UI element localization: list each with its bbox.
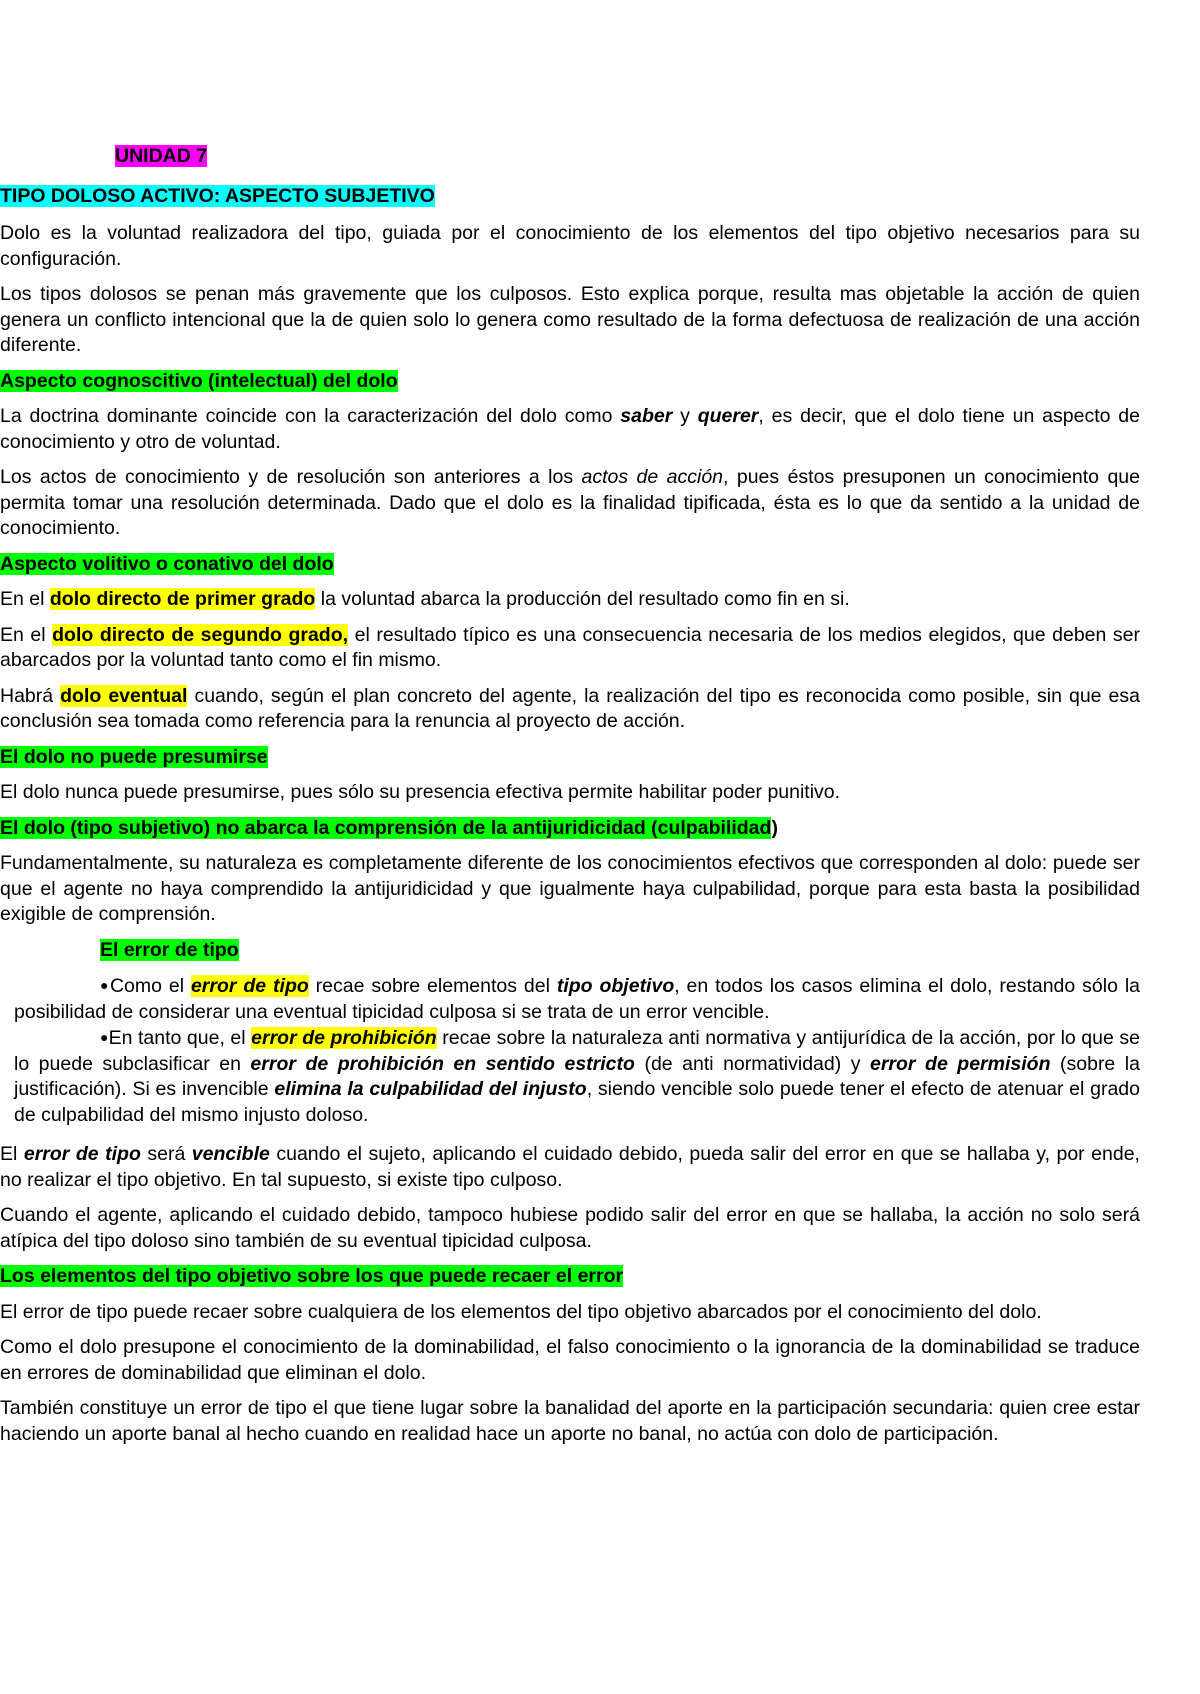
text-run: En tanto que, el [108,1027,252,1049]
text-run: cuando el sujeto, aplicando el cuidado debido, pueda salir del error en que se hallaba y, por ende, no realizar el tipo objetivo. En tal supuesto, si existe tipo culposo. [0,1143,1140,1191]
heading-cognitive-text: Aspecto cognoscitivo (intelectual) del dolo [0,369,398,392]
presume-paragraph-1: El dolo nunca puede presumirse, pues sólo su presencia efectiva permite habilitar poder punitivo. [0,781,841,803]
highlight-error-de-tipo: error de tipo [190,975,309,997]
highlight-dolo-eventual: dolo eventual [60,684,188,707]
elements-paragraph-1: El error de tipo puede recaer sobre cualquiera de los elementos del tipo objetivo abarcados por el conocimiento del dolo. [0,1300,1042,1323]
heading-antijuridicidad-tail: ) [771,816,778,839]
heading-volitive [0,552,1140,578]
text-run: Como el [109,975,191,997]
text-run: y [672,405,698,427]
heading-error-tipo [100,938,1140,964]
heading-presume-text: El dolo no puede presumirse [0,745,268,768]
emphasis-actos: actos de acción [581,466,724,488]
text-run: Los actos de conocimiento y de resolución son anteriores a los [0,466,582,488]
bullet-item-error-prohibicion [14,1025,1140,1128]
text-run: El [0,1143,24,1165]
error-paragraph-2: Cuando el agente, aplicando el cuidado debido, tampoco hubiese podido salir del error en que se hallaba, la acción no solo será atípica del tipo doloso sino también de su eventual tipicidad culposa. [0,1204,1140,1252]
volitive-paragraph-1 [0,587,1140,613]
document-page [0,144,1140,1457]
text-run: En el [0,588,50,610]
cognitive-paragraph-2 [0,465,1140,542]
text-run: , en todos los casos elimina el dolo, restando sólo la posibilidad de considerar una eventual tipicidad culposa si se trata de un error vencible. [14,975,1140,1023]
bullet-dot-icon: ● [100,977,110,993]
volitive-paragraph-3 [0,684,1140,735]
page-title [0,184,1140,210]
text-run: En el [0,623,53,646]
emphasis-querer: querer [697,405,759,427]
heading-elements-text: Los elementos del tipo objetivo sobre los que puede recaer el error [0,1265,624,1287]
volitive-paragraph-2 [0,623,1140,674]
unit-label [115,144,1140,170]
text-run: será [140,1143,192,1165]
text-run: , siendo vencible solo puede tener el efecto de atenuar el grado de culpabilidad del mismo injusto doloso. [14,1078,1140,1126]
cognitive-paragraph-1 [0,404,1140,455]
emphasis-sentido-estricto: error de prohibición en sentido estricto [250,1052,635,1075]
bullet-dot-icon: ● [100,1029,109,1045]
heading-antijuridicidad-text: El dolo (tipo subjetivo) no abarca la comprensión de la antijuridicidad (culpabilidad [0,816,772,839]
intro-paragraph-1: Dolo es la voluntad realizadora del tipo, guiada por el conocimiento de los elementos del tipo objetivo necesarios para su configuración. [0,222,1140,270]
text-run: la voluntad abarca la producción del resultado como fin en si. [315,588,850,610]
page-title-text: TIPO DOLOSO ACTIVO: ASPECTO SUBJETIVO [0,184,435,207]
heading-antijuridicidad [0,816,1140,842]
elements-paragraph-2: Como el dolo presupone el conocimiento de la dominabilidad, el falso conocimiento o la ignorancia de la dominabilidad se traduce en errores de dominabilidad que eliminan el dolo. [0,1336,1140,1384]
emphasis-error-de-tipo: error de tipo [23,1143,141,1165]
text-run: (de anti normatividad) y [634,1052,870,1075]
heading-cognitive [0,369,1140,395]
error-paragraph-1 [0,1142,1140,1193]
elements-paragraph-3: También constituye un error de tipo el que tiene lugar sobre la banalidad del aporte en la participación secundaria: quien cree estar haciendo un aporte banal al hecho cuando en realidad hace un aporte no banal, no actúa con dolo de participación. [0,1397,1140,1445]
text-run: La doctrina dominante coincide con la caracterización del dolo como [0,405,621,427]
emphasis-error-permision: error de permisión [870,1052,1051,1075]
heading-error-tipo-text: El error de tipo [100,938,239,961]
highlight-error-prohibicion: error de prohibición [251,1027,437,1049]
text-run: recae sobre elementos del [308,975,557,997]
heading-presume [0,745,1140,771]
text-run: (sobre la justificación). Si es invencible [14,1052,1140,1100]
emphasis-tipo-objetivo: tipo objetivo [556,975,675,997]
text-run: , es decir, que el dolo tiene un aspecto de conocimiento y otro de voluntad. [0,405,1140,453]
emphasis-saber: saber [620,405,673,427]
text-run: recae sobre la naturaleza anti normativa y antijurídica de la acción, por lo que se lo puede subclasificar en [14,1027,1140,1075]
bullet-item-error-tipo [14,973,1140,1025]
text-run: Habrá [0,684,61,707]
antijuridicidad-paragraph-1: Fundamentalmente, su naturaleza es completamente diferente de los conocimientos efectivos que corresponden al dolo: puede ser que el agente no haya comprendido la antijuridicidad y que igualmente haya culpabilidad, porque para esta basta la posibilidad exigible de comprensión. [0,852,1140,925]
intro-paragraph-2: Los tipos dolosos se penan más gravemente que los culposos. Esto explica porque, resulta mas objetable la acción de quien genera un conflicto intencional que la de quien solo lo genera como resultado de la forma defectuosa de realización de una acción diferente. [0,283,1140,356]
text-run: , pues éstos presuponen un conocimiento que permita tomar una resolución determinada. Dado que el dolo es la finalidad tipificada, ésta es lo que da sentido a la unidad de conocimiento. [0,466,1140,539]
highlight-segundo-grado: dolo directo de segundo grado, [52,623,349,646]
emphasis-elimina-culpabilidad: elimina la culpabilidad del injusto [274,1078,587,1100]
highlight-primer-grado: dolo directo de primer grado [49,588,316,610]
text-run: el resultado típico es una consecuencia necesaria de los medios elegidos, que deben ser abarcados por la voluntad tanto como el fin mismo. [0,623,1140,671]
text-run: cuando, según el plan concreto del agente, la realización del tipo es reconocida como posible, sin que esa conclusión sea tomada como referencia para la renuncia al proyecto de acción. [0,684,1140,732]
heading-volitive-text: Aspecto volitivo o conativo del dolo [0,552,334,575]
heading-elements [0,1264,1140,1290]
emphasis-vencible: vencible [191,1143,270,1165]
unit-label-text: UNIDAD 7 [115,145,208,167]
